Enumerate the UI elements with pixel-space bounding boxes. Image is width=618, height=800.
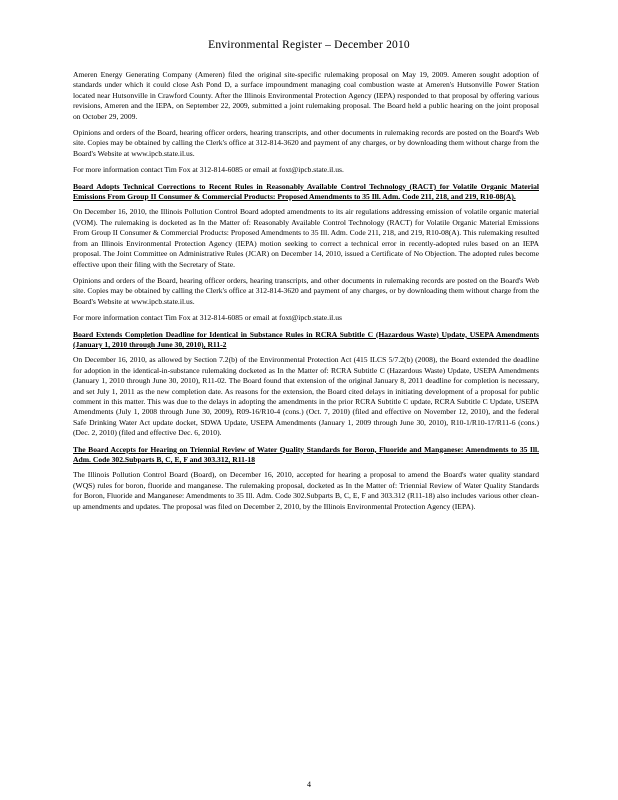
document-body: [73, 70, 539, 518]
paragraph: Opinions and orders of the Board, hearing officer orders, hearing transcripts, and other documents in rulemaking records are posted on the Board's Web site. Copies may be obtained by calling the Clerk's office at 312-814-3620 and payment of any charges, or by downloading them without charge from the Board's Website at www.ipcb.state.il.us.: [73, 275, 539, 306]
paragraph: On December 16, 2010, as allowed by Section 7.2(b) of the Environmental Protection Act (415 ILCS 5/7.2(b) (2008), the Board extended the deadline for adoption in the identical-in-substance rulemaking docketed as In the Matter of: RCRA Subtitle C (Hazardous Waste) Update, USEPA Amendments (January 1, 2010 through June 30, 2010), R11-02. The Board found that extension of the original January 8, 2011 deadline for completion is necessary, and set July 1, 2011 as the new completion date. As reasons for the extension, the Board cited delays in initiating development of a proposal for public comment in this matter. This was due to the delays in adopting the amendments in the prior RCRA Subtitle C update, RCRA Subtitle C Update, USEPA Amendments (July 1, 2008 through June 30, 2009), R09-16/R10-4 (cons.) (Oct. 7, 2010) (filed and effective on November 12, 2010), and the federal Safe Drinking Water Act update docket, SDWA Update, USEPA Amendments (January 1, 2009 through June 30, 2010), R10-1/R10-17/R11-6 (cons.) (Dec. 2, 2010) (filed and effective Dec. 6, 2010).: [73, 355, 539, 438]
section-heading: Board Adopts Technical Corrections to Recent Rules in Reasonably Available Control Technology (RACT) for Volatile Organic Material Emissions From Group II Consumer & Commercial Products: Proposed Amendments to 35 Ill. Adm. Code 211, 218, and 219, R10-08(A).: [73, 181, 539, 202]
paragraph: The Illinois Pollution Control Board (Board), on December 16, 2010, accepted for hearing a proposal to amend the Board's water quality standard (WQS) rules for boron, fluoride and manganese. The rulemaking proposal, docketed as In the Matter of: Triennial Review of Water Quality Standards for Boron, Fluoride and Manganese: Amendments to 35 Ill. Adm. Code 302.Subparts B, C, E, F and 303.312 (R11-18) also includes various other clean-up amendments and updates. The proposal was filed on December 2, 2010, by the Illinois Environmental Protection Agency (IEPA).: [73, 470, 539, 511]
contact-line: For more information contact Tim Fox at 312-814-6085 or email at foxt@ipcb.state.il.us: [73, 313, 342, 323]
contact-line: For more information contact Tim Fox at 312-814-6085 or email at foxt@ipcb.state.il.us.: [73, 165, 344, 175]
section-heading: Board Extends Completion Deadline for Identical in Substance Rules in RCRA Subtitle C (Hazardous Waste) Update, USEPA Amendments (January 1, 2010 through June 30, 2010), R11-2: [73, 329, 539, 349]
paragraph: Opinions and orders of the Board, hearing officer orders, hearing transcripts, and other documents in rulemaking records are posted on the Board's Web site. Copies may be obtained by calling the Clerk's office at 312-814-3620 and payment of any charges, or by downloading them without charge from the Board's Website at www.ipcb.state.il.us.: [73, 128, 539, 158]
page-header-title: Environmental Register – December 2010: [208, 39, 410, 51]
page-number: 4: [307, 780, 311, 789]
paragraph: Ameren Energy Generating Company (Ameren) filed the original site-specific rulemaking proposal on May 19, 2009. Ameren sought adoption of standards under which it could close Ash Pond D, a surface impoundment managing coal combustion waste at Ameren's Hutsonville Power Station located near Hutsonville in Crawford County. After the Illinois Environmental Protection Agency (IEPA) responded to that proposal by offering various revisions, Ameren and the IEPA, on September 22, 2009, submitted a joint rulemaking proposal. The Board held a public hearing on the joint proposal on October 29, 2009.: [73, 70, 539, 121]
paragraph: On December 16, 2010, the Illinois Pollution Control Board adopted amendments to its air regulations addressing emission of volatile organic material (VOM). The rulemaking is docketed as In the Matter of: Reasonably Available Control Technology (RACT) for Volatile Organic Material Emissions From Group II Consumer & Commercial Products: Proposed Amendments to 35 Ill. Adm. Code 211, 218, and 219, R10-08(A). This rulemaking resulted from an Illinois Environmental Protection Agency (IEPA) motion seeking to correct a technical error in recently-adopted rules based on an IEPA proposal. The Joint Committee on Administrative Rules (JCAR) on December 14, 2010, issued a Certificate of No Objection. The adopted rules become effective upon their filing with the Secretary of State.: [73, 207, 539, 269]
section-heading: The Board Accepts for Hearing on Triennial Review of Water Quality Standards for Boron, Fluoride and Manganese: Amendments to 35 Ill. Adm. Code 302.Subparts B, C, E, F and 303.312, R11-18: [73, 444, 539, 464]
